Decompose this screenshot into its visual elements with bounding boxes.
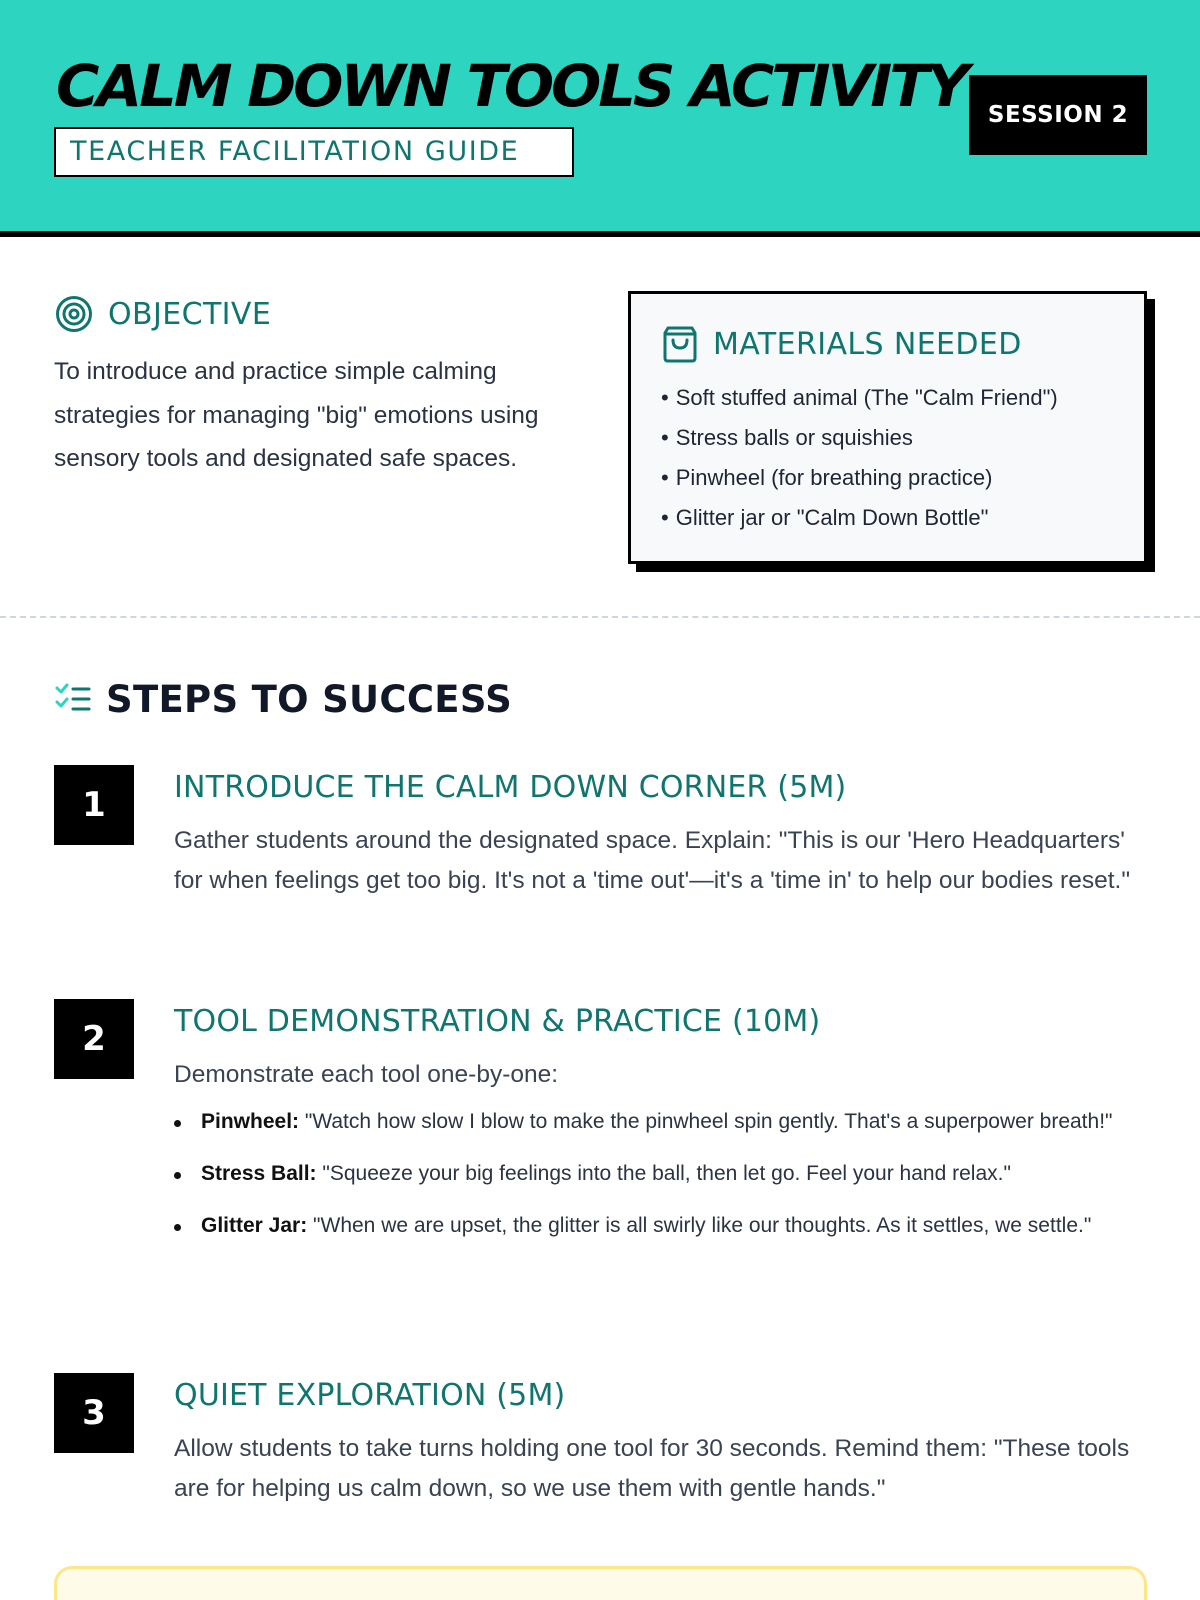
target-icon (54, 294, 94, 334)
materials-item: • Soft stuffed animal (The "Calm Friend") (661, 378, 1144, 418)
step-text: Allow students to take turns holding one tool for 30 seconds. Remind them: "These tools are for helping us calm down, so we use them with gentle hands." (174, 1435, 1130, 1502)
step-text: Demonstrate each tool one-by-one: (174, 1061, 559, 1088)
tool-quote: "When we are upset, the glitter is all swirly like our thoughts. As it settles, we settle." (313, 1214, 1092, 1237)
materials-title: MATERIALS NEEDED (713, 326, 1022, 362)
page-title: CALM DOWN TOOLS ACTIVITY (56, 52, 967, 120)
step-number-badge: 3 (54, 1373, 134, 1453)
step-title: INTRODUCE THE CALM DOWN CORNER (5M) (174, 770, 847, 805)
section-divider (0, 616, 1200, 618)
page-subtitle: TEACHER FACILITATION GUIDE (54, 127, 574, 177)
step-number-badge: 2 (54, 999, 134, 1079)
shopping-bag-icon (661, 324, 699, 364)
step-number-badge: 1 (54, 765, 134, 845)
tool-list (174, 1105, 1154, 1243)
materials-card (628, 291, 1147, 564)
steps-title: STEPS TO SUCCESS (106, 677, 513, 721)
note-box (54, 1566, 1147, 1600)
steps-heading (54, 674, 512, 724)
header-banner (0, 0, 1200, 237)
tool-item-pinwheel (174, 1105, 1154, 1139)
materials-list (661, 378, 1144, 538)
step-body (174, 765, 1154, 901)
tool-item-stress-ball (174, 1157, 1154, 1191)
materials-item: • Glitter jar or "Calm Down Bottle" (661, 498, 1144, 538)
materials-heading (661, 322, 1144, 366)
step-title: QUIET EXPLORATION (5M) (174, 1378, 566, 1413)
checklist-icon (54, 681, 92, 717)
step-body (174, 999, 1154, 1261)
objective-heading (54, 294, 271, 334)
objective-text: To introduce and practice simple calming strategies for managing "big" emotions using sensory tools and designated safe spaces. (54, 358, 539, 472)
tool-name: Stress Ball: (201, 1162, 317, 1185)
session-badge: SESSION 2 (969, 75, 1147, 155)
objective-title: OBJECTIVE (108, 296, 272, 332)
step-body (174, 1373, 1154, 1509)
tool-name: Pinwheel: (201, 1110, 300, 1133)
step-title: TOOL DEMONSTRATION & PRACTICE (10M) (174, 1004, 821, 1039)
materials-item: • Stress balls or squishies (661, 418, 1144, 458)
tool-name: Glitter Jar: (201, 1214, 308, 1237)
materials-item: • Pinwheel (for breathing practice) (661, 458, 1144, 498)
tool-quote: "Squeeze your big feelings into the ball, then let go. Feel your hand relax." (322, 1162, 1011, 1185)
tool-item-glitter-jar (174, 1209, 1154, 1243)
tool-quote: "Watch how slow I blow to make the pinwheel spin gently. That's a superpower breath!" (304, 1110, 1113, 1133)
step-text: Gather students around the designated space. Explain: "This is our 'Hero Headquarters' for when feelings get too big. It's not a 'time out'—it's a 'time in' to help our bodies reset." (174, 827, 1131, 894)
